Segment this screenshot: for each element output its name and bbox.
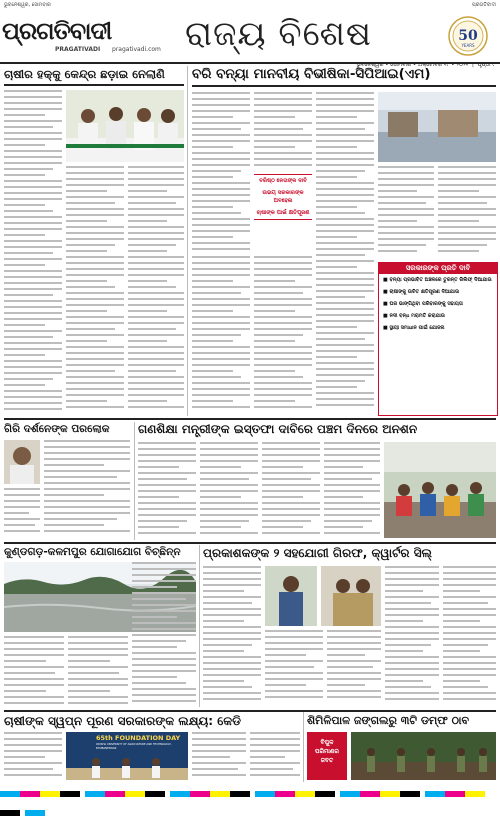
demand-item: ■ ଚାଷୀଙ୍କୁ ଉଚିତ କ୍ଷତିପୂରଣ ଦିଆଯାଉ <box>383 289 460 295</box>
top-strip-left: ଭୁବନେଶ୍ୱର, ସୋମବାର <box>4 2 51 8</box>
story5-headline: କୁଣ୍ଡଗଡ଼-କଳମପୁର ଯୋଗାଯୋଗ ବିଚ୍ଛିନ୍ନ <box>4 546 181 558</box>
story1-photo <box>66 90 184 162</box>
story2-text-col1b <box>192 256 250 416</box>
story3-text-2 <box>4 488 40 538</box>
demand-item: ■ ସ୍ଥାୟୀ ସମାଧାନ ପାଇଁ ଯୋଜନା <box>383 325 445 331</box>
column-divider <box>199 545 200 707</box>
story2-photo <box>378 92 496 162</box>
pullquote-2: ଉଭୟ ସରକାରଙ୍କ ଅବହେଳା <box>262 190 304 204</box>
anniversary-emblem <box>444 14 492 60</box>
demand-item: ■ ନଦୀ ବନ୍ଧ ମରାମତି କରାଯାଉ <box>383 313 445 319</box>
story5-text-col2 <box>68 636 128 708</box>
tag-line-2: ପରିମାଣର <box>315 748 339 755</box>
story2-pullquotes <box>254 174 312 254</box>
story1-headline: ଚାଷୀର ହକ୍କୁ କେନ୍ଦ୍ର ଛଡ଼ାଇ ନେଲାଣି <box>4 67 165 81</box>
anniversary-caption: YEARS <box>461 43 475 48</box>
story3-text <box>44 440 130 538</box>
story2-text-col1 <box>192 92 250 252</box>
story6-text-col4 <box>385 566 439 706</box>
demands-box-title: ସରକାରଙ୍କ ପ୍ରତି ଦାବି <box>379 263 497 274</box>
story2-text-col4 <box>378 166 434 258</box>
story2-headline: ବରି ବନ୍ୟା ମାନବୀୟ ବିଭୀଷିକା-ସିପିଆଇ(ଏମ) <box>192 66 431 82</box>
anniversary-number: 50 <box>458 28 478 44</box>
dateline: ଭୁବନେଶ୍ୱର • ସୋମବାର • ଅକ୍ଟୋବର ୧୮ • ୨୦୨୧ | ପୃଷ୍ଠା ୯ <box>356 62 495 68</box>
story1-rule <box>4 84 184 86</box>
top-strip <box>0 0 500 12</box>
tag-line-3: ଜବତ <box>320 757 334 764</box>
story2-text-col5 <box>438 166 496 258</box>
story7-headline: ଚାଷୀଙ୍କ ସ୍ୱପ୍ନ ପୂରଣ ସରକାରଙ୍କ ଲକ୍ଷ୍ୟ: କେଡି <box>4 714 242 728</box>
story2-rule <box>192 85 496 87</box>
logo-subtitle: PRAGATIVADI <box>55 46 101 53</box>
column-divider <box>303 712 304 782</box>
top-strip-right: ପ୍ରଗତିବାଦୀ <box>471 2 496 8</box>
dateline-text: ଭୁବନେଶ୍ୱର • ସୋମବାର • ଅକ୍ଟୋବର ୧୮ • ୨୦୨୧ <box>356 62 469 68</box>
story4-text-col1 <box>138 442 196 538</box>
section-title: ରାଜ୍ୟ ବିଶେଷ <box>185 14 372 54</box>
page-number: ପୃଷ୍ଠା ୯ <box>477 62 495 68</box>
obituary-photo <box>4 440 40 484</box>
story1-text-column <box>4 90 62 415</box>
pullquote-3: ଚାଷୀଙ୍କ ପାଇଁ କ୍ଷତିପୂରଣ <box>254 205 312 220</box>
pullquote-1: ବରିଷ୍ଠ ନେତାଙ୍କ ଦାବି <box>254 174 312 185</box>
story2-text-col3 <box>316 92 374 416</box>
story5-text-col3 <box>132 562 196 708</box>
banner-subtitle: ODISHA UNIVERSITY OF AGRICULTURE AND TECHNOLOGY, BHUBANESWAR <box>96 743 172 750</box>
story4-text-col2 <box>200 442 258 538</box>
story6-text-col1 <box>203 566 261 706</box>
story7-text-col4 <box>250 732 300 780</box>
demand-item: ■ ବନ୍ୟା ପ୍ରଭାବିତ ଅଞ୍ଚଳରେ ତୁରନ୍ତ ରିଲିଫ୍ ଦିଆଯାଉ <box>383 277 492 283</box>
story4-text-col3 <box>262 442 320 538</box>
story7-banner-photo <box>66 732 188 780</box>
story4-photo <box>384 442 496 538</box>
story8-photo <box>351 732 496 780</box>
print-color-bar <box>0 782 500 788</box>
story1-text-column-3 <box>128 166 184 414</box>
story6-photo-1 <box>265 566 317 626</box>
story6-headline: ପ୍ରକାଶକଙ୍କ ୨ ସହଯୋଗୀ ଗିରଫ, କ୍ୱାର୍ଟର ସିଲ୍ <box>203 546 432 560</box>
banner-title: 65th FOUNDATION DAY <box>96 734 181 742</box>
story2-text-col2b <box>254 256 312 416</box>
demands-box <box>378 262 498 416</box>
story6-text-col3 <box>327 630 381 706</box>
story2-text-col2 <box>254 92 312 172</box>
tag-line-1: ବିପୁଳ <box>320 739 334 746</box>
demand-item: ■ ଘର ଭାଙ୍ଗିଥିବା ପରିବାରଙ୍କୁ ସହାୟତା <box>383 301 463 307</box>
story5-text-col1 <box>4 636 64 708</box>
masthead <box>0 12 500 68</box>
website: pragativadi.com <box>112 46 161 53</box>
story4-text-col4 <box>324 442 380 538</box>
story8-tag <box>307 732 347 780</box>
anniversary-50-icon <box>444 14 492 60</box>
story7-text-col1 <box>4 732 62 780</box>
story6-text-col5 <box>443 566 496 706</box>
column-divider <box>187 66 188 416</box>
column-divider <box>134 422 135 540</box>
newspaper-logo: ପ୍ରଗତିବାଦୀ <box>2 16 112 45</box>
story6-photo-2 <box>321 566 381 626</box>
story4-headline: ଗଣଶିକ୍ଷା ମନ୍ତ୍ରୀଙ୍କ ଇସ୍ତଫା ଦାବିରେ ପଞ୍ଚମ ଦିନରେ ଅନଶନ <box>138 422 418 436</box>
story1-text-column-2 <box>66 166 124 414</box>
story8-headline: ଶିମିଳିପାଳ ଜଙ୍ଗଲରୁ ୩ଟି ଡମ୍ଫ ଠାବ <box>307 714 469 727</box>
story6-text-col2 <box>265 630 323 706</box>
story7-text-col3 <box>192 732 246 780</box>
story3-headline: ଗିରି ଦର୍ଶନେଙ୍କ ପରଲୋକ <box>4 423 110 435</box>
